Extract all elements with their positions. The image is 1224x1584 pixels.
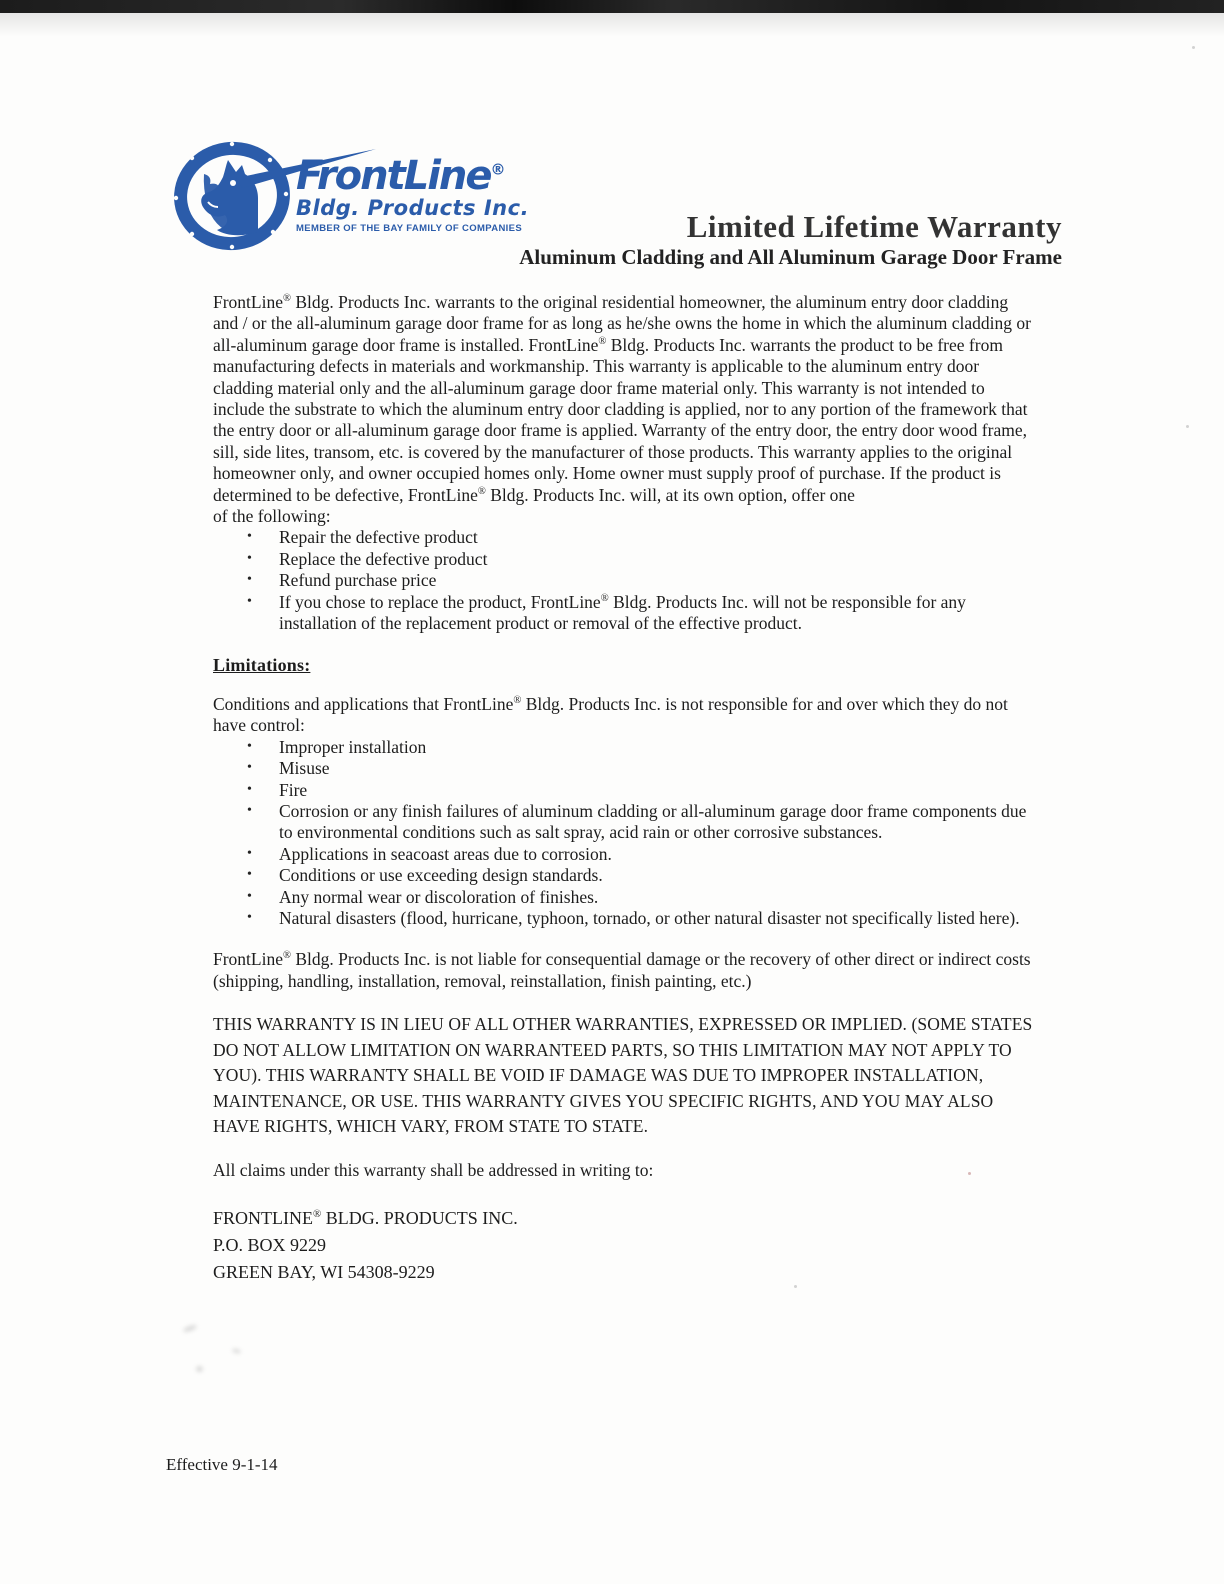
document-subtitle: Aluminum Cladding and All Aluminum Garage Door Frame <box>519 245 1062 270</box>
logo-tagline: MEMBER OF THE BAY FAMILY OF COMPANIES <box>296 223 523 235</box>
scan-artifact-top-fade <box>0 13 1224 37</box>
list-item: • Improper installation <box>245 737 1035 758</box>
address-line-pobox: P.O. BOX 9229 <box>213 1235 327 1256</box>
logo-brand-name: FrontLine® <box>296 153 506 199</box>
address-line-city: GREEN BAY, WI 54308-9229 <box>213 1262 435 1283</box>
liability-paragraph: FrontLine® Bldg. Products Inc. is not liable for consequential damage or the recovery of other direct or indirect costs (shipping, handling, installation, removal, reinstallation, finish painting, etc.) <box>213 949 1031 991</box>
frontline-logo <box>170 136 530 252</box>
logo-text-block <box>296 153 530 235</box>
effective-date: Effective 9-1-14 <box>166 1455 278 1474</box>
warranty-options-list <box>213 527 1035 634</box>
scan-artifact-speck <box>968 1172 971 1175</box>
header-block <box>519 210 1062 270</box>
scan-artifact-smudge <box>183 1324 198 1333</box>
document-title: Limited Lifetime Warranty <box>686 209 1062 244</box>
disclaimer-paragraph: THIS WARRANTY IS IN LIEU OF ALL OTHER WARRANTIES, EXPRESSED OR IMPLIED. (SOME STATES DO NOT ALLOW LIMITATION ON WARRANTEED PARTS, SO THIS LIMITATION MAY NOT APPLY TO YOU). THIS WARRANTY SHALL BE VOID IF DAMAGE WAS DUE TO IMPROPER INSTALLATION, MAINTENANCE, OR USE. THIS WARRANTY GIVES YOU SPECIFIC RIGHTS, AND YOU MAY ALSO HAVE RIGHTS, WHICH VARY, FROM STATE TO STATE. <box>213 1014 1033 1137</box>
scan-artifact-smudge <box>232 1348 242 1354</box>
scan-artifact-speck <box>794 1285 797 1288</box>
scan-artifact-speck <box>1192 46 1195 49</box>
list-item: • If you chose to replace the product, FrontLine® Bldg. Products Inc. will not be responsible for any installation of the replacement product or removal of the effective product. <box>245 592 1035 635</box>
list-item: • Replace the defective product <box>245 549 1035 570</box>
address-line-company: FRONTLINE® BLDG. PRODUCTS INC. <box>213 1208 518 1229</box>
list-item: • Repair the defective product <box>245 527 1035 548</box>
scan-artifact-speck <box>1186 425 1189 428</box>
logo-company-type: Bldg. Products Inc. <box>296 196 530 220</box>
document-body <box>213 292 1035 1286</box>
list-item: • Refund purchase price <box>245 570 1035 591</box>
list-item: • Applications in seacoast areas due to corrosion. <box>245 844 1035 865</box>
claims-intro-paragraph: All claims under this warranty shall be addressed in writing to: <box>213 1159 654 1180</box>
warranty-intro-tail: of the following: <box>213 506 331 527</box>
scan-artifact-smudge <box>196 1366 203 1372</box>
limitations-list <box>213 737 1035 930</box>
warranty-intro-paragraph: FrontLine® Bldg. Products Inc. warrants to the original residential homeowner, the aluminum entry door cladding and / or the all-aluminum garage door frame for as long as he/she owns the home in which the aluminum cladding or all-aluminum garage door frame is installed. FrontLine® Bldg. Products Inc. warrants the product to be free from manufacturing defects in materials and workmanship. This warranty is applicable to the aluminum entry door cladding material only and the all-aluminum garage door frame material only. This warranty is not intended to include the substrate to which the aluminum entry door cladding is applied, nor to any portion of the framework that the entry door or all-aluminum garage door frame is applied. Warranty of the entry door, the entry door wood frame, sill, side lites, transom, etc. is covered by the manufacturer of those products. This warranty applies to the original homeowner only, and owner occupied homes only. Home owner must supply proof of purchase. If the product is determined to be defective, FrontLine® Bldg. Products Inc. will, at its own option, offer one <box>213 292 1031 505</box>
scan-artifact-top-band <box>0 0 1224 13</box>
list-item: • Conditions or use exceeding design standards. <box>245 865 1035 886</box>
list-item: • Fire <box>245 780 1035 801</box>
limitations-heading: Limitations: <box>213 654 311 675</box>
list-item: • Any normal wear or discoloration of finishes. <box>245 887 1035 908</box>
claims-address-block <box>213 1205 1035 1286</box>
list-item: • Corrosion or any finish failures of aluminum cladding or all-aluminum garage door frame components due to environmental conditions such as salt spray, acid rain or other corrosive substances. <box>245 801 1035 844</box>
limitations-intro-paragraph: Conditions and applications that FrontLine® Bldg. Products Inc. is not responsible for and over which they do not have control: <box>213 693 1008 736</box>
list-item: • Natural disasters (flood, hurricane, typhoon, tornado, or other natural disaster not specifically listed here). <box>245 908 1035 929</box>
list-item: • Misuse <box>245 758 1035 779</box>
